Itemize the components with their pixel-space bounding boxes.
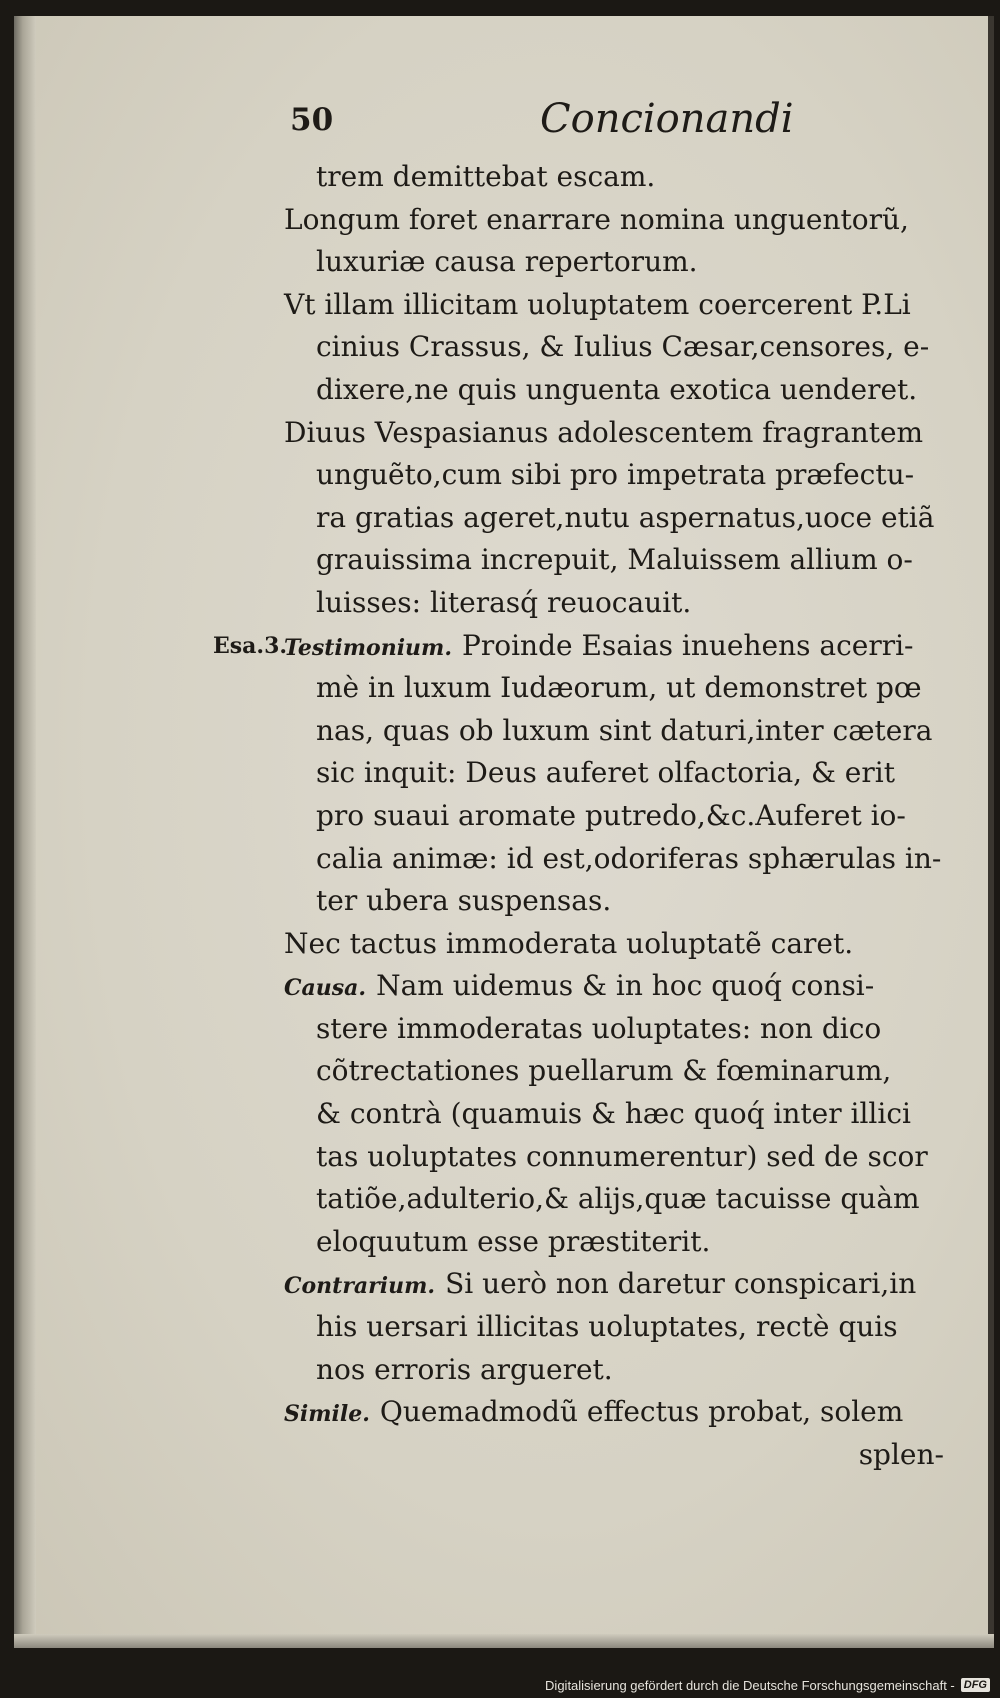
line-text: luisses: literasq́ reuocauit.: [316, 585, 692, 619]
side-note: Contrarium.: [284, 1273, 436, 1300]
text-line: [284, 710, 964, 753]
text-line: [284, 497, 964, 540]
text-line: [284, 1050, 964, 1093]
line-text: Nam uidemus & in hoc quoq́ consi-: [376, 969, 875, 1003]
page-right-edge: [988, 16, 994, 1648]
text-line: [284, 539, 964, 582]
text-line: [284, 582, 964, 625]
line-text: Diuus Vespasianus adolescentem fragrantem: [284, 415, 924, 449]
text-line: [213, 625, 964, 668]
text-line: [284, 1434, 964, 1477]
line-text: Si uerò non daretur conspicari,in: [445, 1267, 917, 1301]
line-text: & contrà (quamuis & hæc quoq́ inter illici: [316, 1097, 911, 1131]
page-bottom-edge: [14, 1634, 994, 1648]
text-line: [284, 156, 964, 199]
text-line: [284, 1306, 964, 1349]
text-lines: [213, 156, 964, 1476]
text-line: [284, 667, 964, 710]
text-line: [284, 1221, 964, 1264]
line-text: sic inquit: Deus auferet olfactoria, & erit: [316, 756, 895, 790]
line-text: nos erroris argueret.: [316, 1352, 613, 1386]
side-note: Causa.: [284, 975, 367, 1002]
dfg-logo: DFG: [961, 1678, 990, 1692]
text-line: [284, 1263, 964, 1306]
text-line: [284, 369, 964, 412]
credit-text: Digitalisierung gefördert durch die Deutsche Forschungsgemeinschaft -: [545, 1677, 955, 1693]
line-text: splen-: [858, 1437, 944, 1471]
line-text: calia animæ: id est,odoriferas sphærulas in-: [316, 841, 942, 875]
line-text: Vt illam illicitam uoluptatem coercerent P.Li: [284, 287, 911, 321]
book-page: [14, 16, 994, 1648]
line-text: dixere,ne quis unguenta exotica uenderet.: [316, 372, 918, 406]
page-number: 50: [290, 102, 334, 138]
line-text: cõtrectationes puellarum & fœminarum,: [316, 1054, 892, 1088]
line-text: Longum foret enarrare nomina unguentorũ,: [284, 202, 909, 236]
margin-reference: Esa.3.: [213, 632, 288, 659]
line-text: eloquutum esse præstiterit.: [316, 1224, 711, 1258]
line-text: mè in luxum Iudæorum, ut demonstret pœ: [316, 671, 922, 705]
text-line: [284, 1093, 964, 1136]
text-line: [284, 795, 964, 838]
text-line: [284, 412, 964, 455]
line-text: Nec tactus immoderata uoluptatẽ caret.: [284, 926, 854, 960]
line-text: unguẽto,cum sibi pro impetrata præfectu-: [316, 458, 915, 492]
line-text: ter ubera suspensas.: [316, 884, 612, 918]
text-line: [284, 1008, 964, 1051]
side-note: Simile.: [284, 1401, 370, 1428]
line-text: stere immoderatas uoluptates: non dico: [316, 1011, 882, 1045]
page-gutter: [14, 16, 36, 1648]
text-line: [284, 752, 964, 795]
text-line: [284, 241, 964, 284]
line-text: cinius Crassus, & Iulius Cæsar,censores, e-: [316, 330, 930, 364]
text-line: [284, 284, 964, 327]
line-text: pro suaui aromate putredo,&c.Auferet io-: [316, 798, 906, 832]
text-line: [284, 1349, 964, 1392]
line-text: ra gratias ageret,nutu aspernatus,uoce etiã: [316, 500, 935, 534]
text-line: [284, 1178, 964, 1221]
line-text: Proinde Esaias inuehens acerri-: [462, 628, 914, 662]
digitization-credit: [545, 1674, 990, 1696]
line-text: trem demittebat escam.: [316, 160, 656, 193]
text-line: [284, 326, 964, 369]
side-note: Testimonium.: [284, 634, 452, 661]
text-line: [284, 454, 964, 497]
text-line: [284, 923, 964, 966]
line-text: grauissima increpuit, Maluissem allium o-: [316, 543, 913, 577]
line-text: luxuriæ causa repertorum.: [316, 245, 698, 279]
line-text: his uersari illicitas uoluptates, rectè quis: [316, 1310, 898, 1344]
text-line: [284, 965, 964, 1008]
text-line: [284, 1136, 964, 1179]
running-head: [284, 92, 964, 156]
line-text: tas uoluptates connumerentur) sed de scor: [316, 1139, 928, 1173]
text-line: [284, 1391, 964, 1434]
text-block: [213, 92, 964, 1476]
running-title: Concionandi: [540, 96, 794, 142]
text-line: [284, 199, 964, 242]
line-text: tatiõe,adulterio,& alijs,quæ tacuisse quàm: [316, 1182, 920, 1216]
text-line: [284, 838, 964, 881]
line-text: Quemadmodũ effectus probat, solem: [379, 1395, 904, 1429]
text-line: [284, 880, 964, 923]
line-text: nas, quas ob luxum sint daturi,inter cætera: [316, 713, 933, 747]
